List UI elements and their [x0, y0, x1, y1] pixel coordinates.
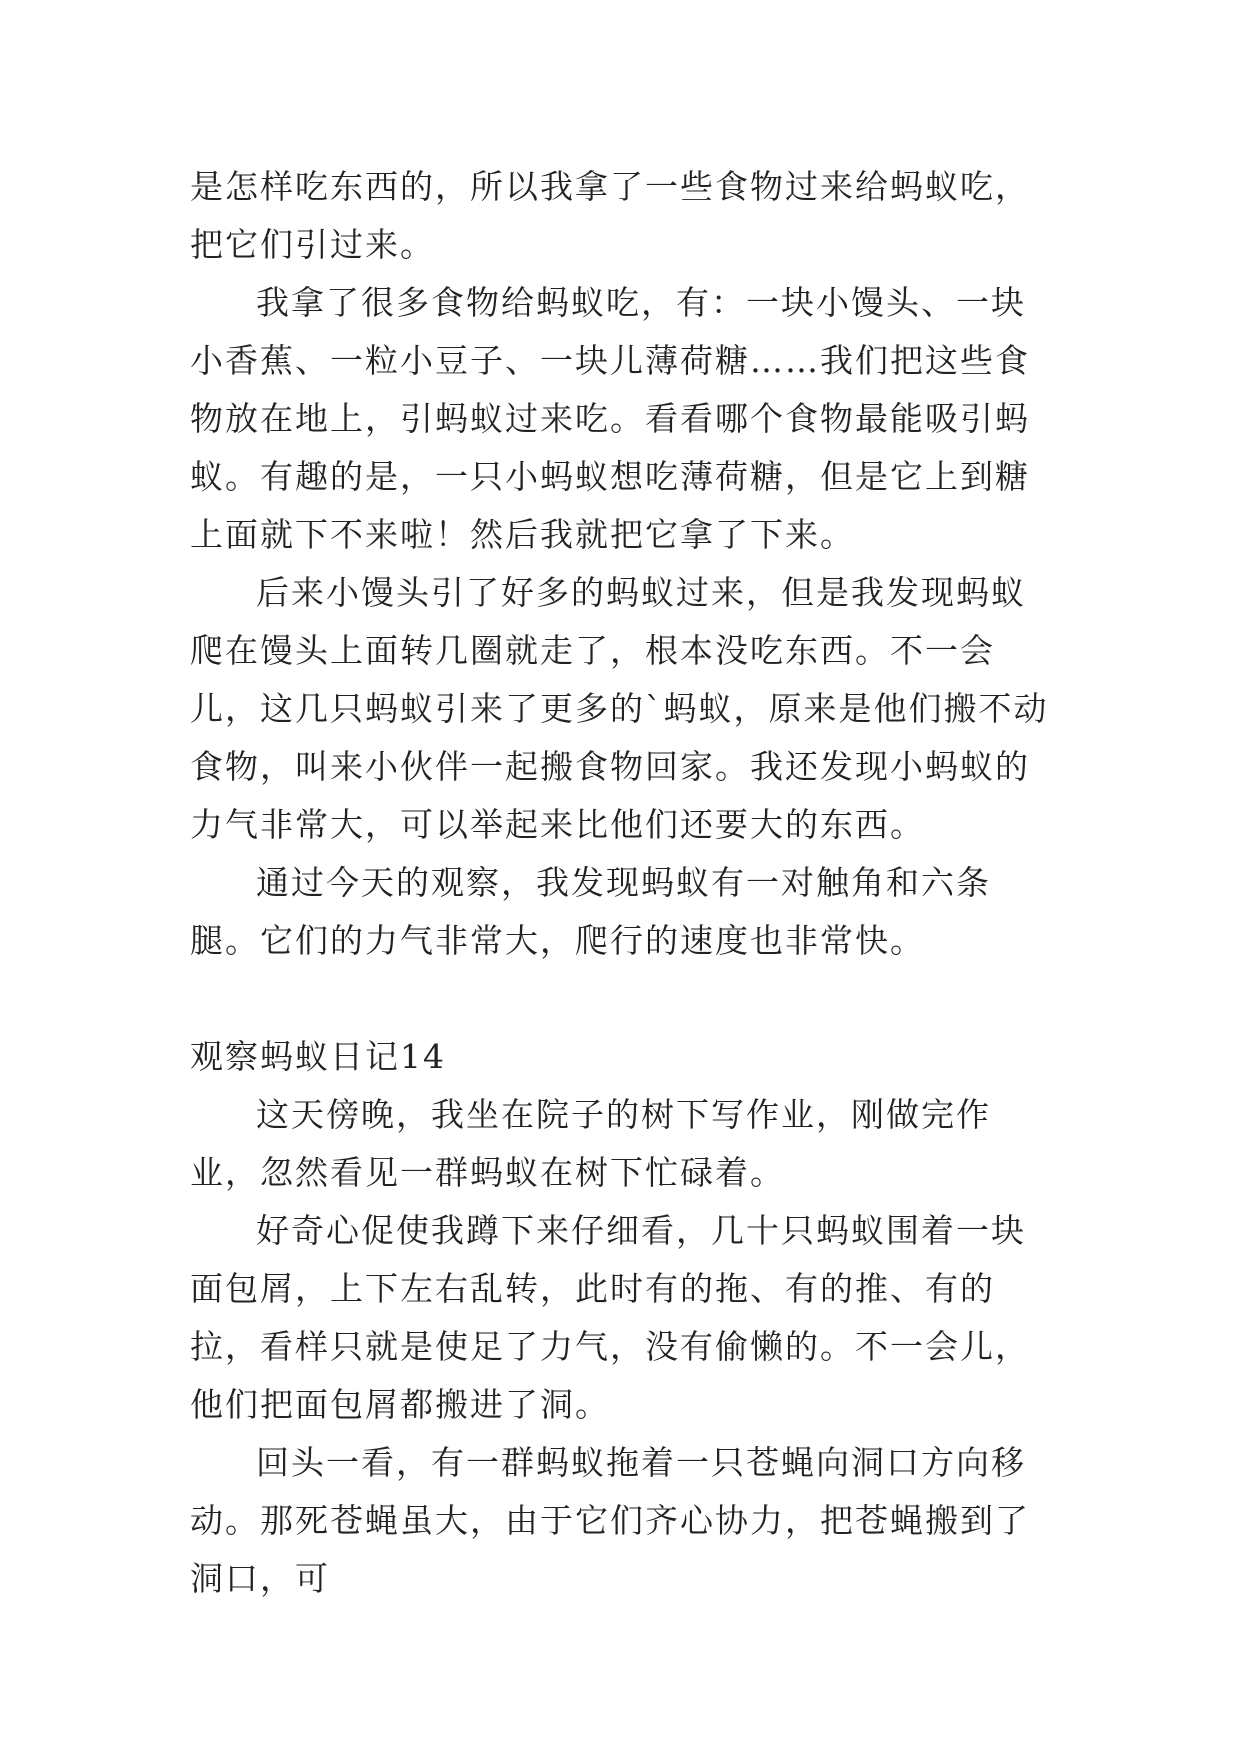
paragraph: 我拿了很多食物给蚂蚁吃，有：一块小馒头、一块小香蕉、一粒小豆子、一块儿薄荷糖……我们把这些食物放在地上，引蚂蚁过来吃。看看哪个食物最能吸引蚂蚁。有趣的是，一只小蚂蚁想吃薄荷糖，但是它上到糖上面就下不来啦！然后我就把它拿了下来。	[190, 283, 1030, 554]
paragraph: 好奇心促使我蹲下来仔细看，几十只蚂蚁围着一块面包屑，上下左右乱转，此时有的拖、有的推、有的拉，看样只就是使足了力气，没有偷懒的。不一会儿，他们把面包屑都搬进了洞。	[190, 1211, 1030, 1424]
paragraph: 通过今天的观察，我发现蚂蚁有一对触角和六条腿。它们的力气非常大，爬行的速度也非常快。	[190, 863, 991, 960]
paragraph: 是怎样吃东西的，所以我拿了一些食物过来给蚂蚁吃，把它们引过来。	[190, 167, 1030, 264]
section-heading: 观察蚂蚁日记14	[190, 1037, 446, 1076]
paragraph: 回头一看，有一群蚂蚁拖着一只苍蝇向洞口方向移动。那死苍蝇虽大，由于它们齐心协力，把苍蝇搬到了洞口，可	[190, 1443, 1030, 1598]
paragraph: 这天傍晚，我坐在院子的树下写作业，刚做完作业，忽然看见一群蚂蚁在树下忙碌着。	[190, 1095, 991, 1192]
paragraph: 后来小馒头引了好多的蚂蚁过来，但是我发现蚂蚁爬在馒头上面转几圈就走了，根本没吃东西。不一会儿，这几只蚂蚁引来了更多的`蚂蚁，原来是他们搬不动食物，叫来小伙伴一起搬食物回家。我还发现小蚂蚁的力气非常大，可以举起来比他们还要大的东西。	[190, 573, 1049, 844]
document-body	[190, 158, 1060, 1608]
section-spacer	[190, 970, 1060, 1028]
